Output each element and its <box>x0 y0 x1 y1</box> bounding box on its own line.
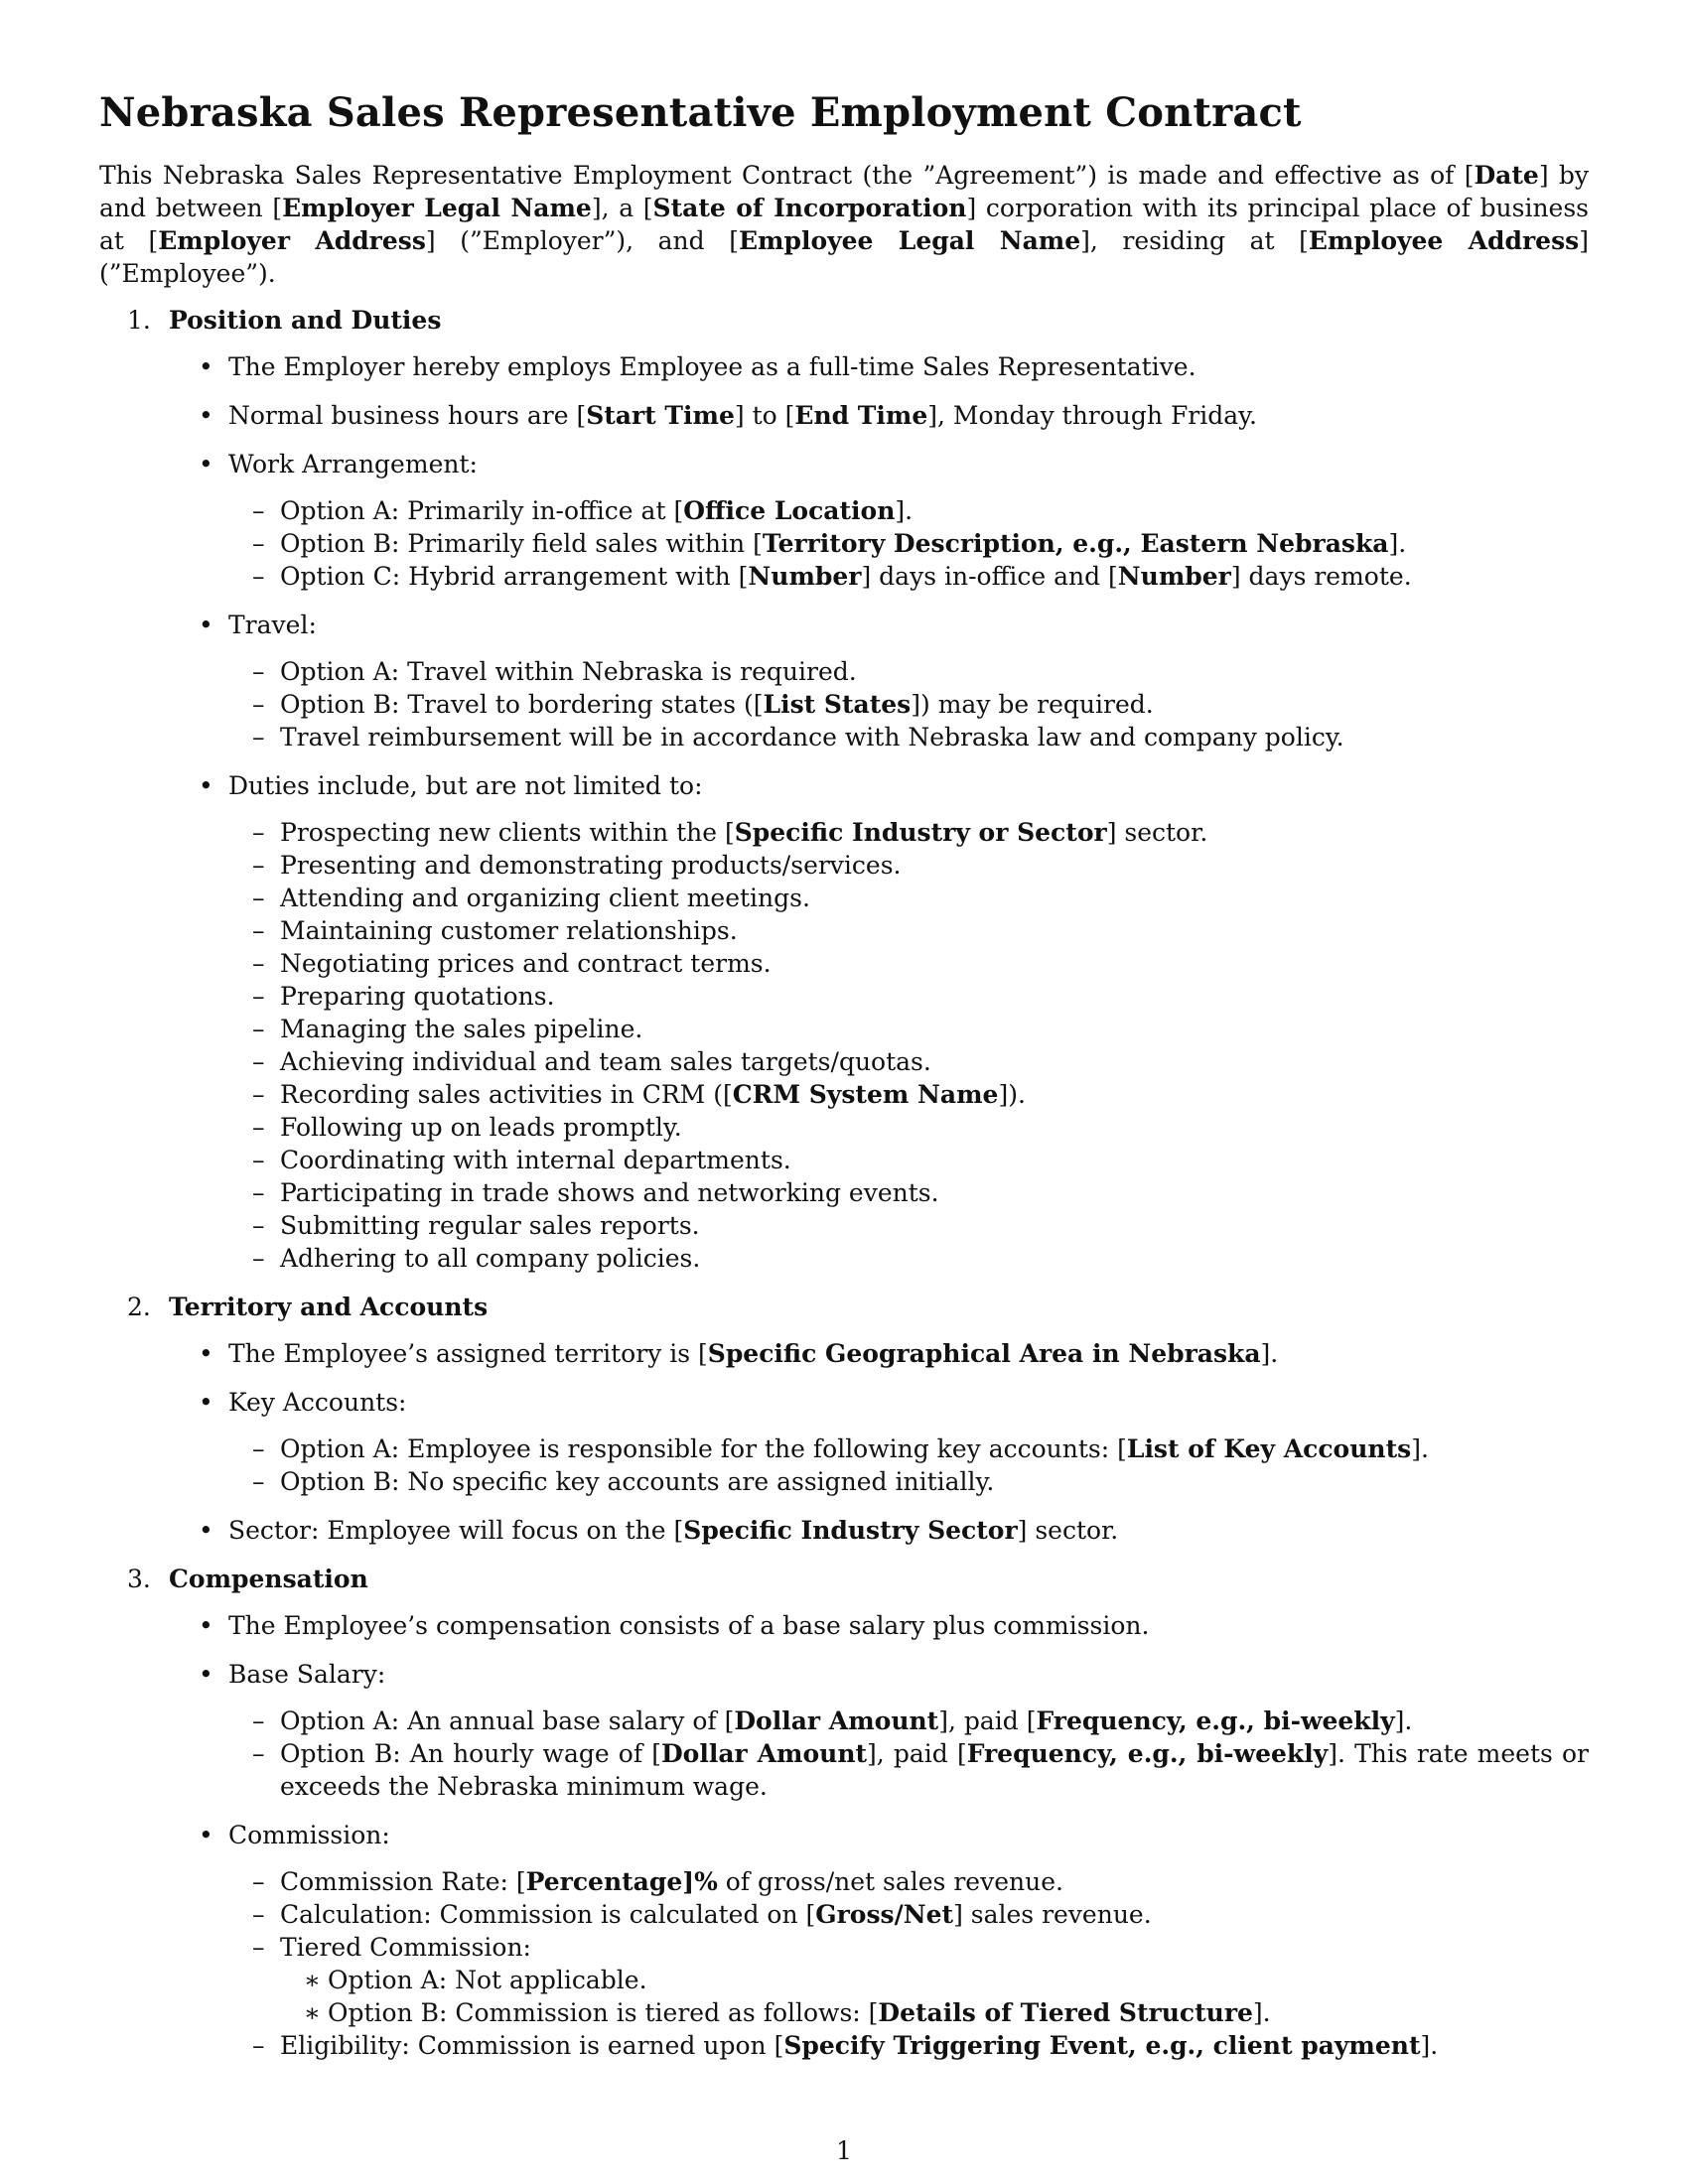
section-heading: 3. Compensation <box>127 1565 368 1593</box>
list-item: – Travel reimbursement will be in accordance with Nebraska law and company policy. <box>228 721 1589 753</box>
placeholder-employee-address: Employee Address <box>1308 226 1580 255</box>
list-item: • Sector: Employee will focus on the [Specific Industry Sector] sector. <box>99 1514 1589 1547</box>
sub-list <box>228 816 1589 1275</box>
page-number: 1 <box>836 2136 852 2165</box>
document-title: Nebraska Sales Representative Employment Contract <box>99 89 1302 136</box>
list-item: ∗ Option B: Commission is tiered as follows: [Details of Tiered Structure]. <box>280 1996 1589 2029</box>
list-item: – Participating in trade shows and networking events. <box>228 1176 1589 1209</box>
list-item: – Option B: Primarily field sales within [Territory Description, e.g., Eastern Nebraska]. <box>228 527 1589 560</box>
list-item: – Preparing quotations. <box>228 980 1589 1013</box>
bullet-list <box>99 1337 1589 1547</box>
sub-sub-list <box>280 1964 1589 2029</box>
list-item: • Key Accounts: – Option A: Employee is responsible for the following key accounts: [List of Key Accounts]. – Option B: No specific key accounts are assigned initially. <box>99 1386 1589 1498</box>
section-territory-accounts <box>99 1291 1589 1547</box>
placeholder-employer-name: Employer Legal Name <box>282 194 592 222</box>
section-position-duties <box>99 304 1589 1275</box>
list-item: – Eligibility: Commission is earned upon [Specify Triggering Event, e.g., client payment]. <box>228 2029 1589 2062</box>
list-item: – Option C: Hybrid arrangement with [Number] days in-office and [Number] days remote. <box>228 560 1589 593</box>
list-item: – Attending and organizing client meetings. <box>228 882 1589 914</box>
list-item: – Option B: An hourly wage of [Dollar Amount], paid [Frequency, e.g., bi-weekly]. This rate meets or exceeds the Nebraska minimum wage. <box>228 1737 1589 1803</box>
list-item: – Option B: Travel to bordering states ([List States]) may be required. <box>228 688 1589 721</box>
list-item: • Commission: – Commission Rate: [Percentage]% of gross/net sales revenue. – Calculation: Commission is calculated on [Gross/Net] sales revenue. – Tiered Commission: ∗ Option A: Not applicable. ∗ Option B: Commission is tiered as follows: [Details of Tiered Structure]. – Eligibility: Commission is earned upon [Specify Triggering Event, e.g., client payment]. <box>99 1819 1589 2062</box>
list-item: – Recording sales activities in CRM ([CRM System Name]). <box>228 1078 1589 1111</box>
list-item: – Negotiating prices and contract terms. <box>228 947 1589 980</box>
list-item: • Work Arrangement: – Option A: Primarily in-office at [Office Location]. – Option B: Primarily field sales within [Territory Description, e.g., Eastern Nebraska]. – Option C: Hybrid arrangement with [Number] days in-office and [Number] days remote. <box>99 448 1589 593</box>
list-item: • The Employer hereby employs Employee as a full-time Sales Representative. <box>99 350 1589 383</box>
list-item: – Prospecting new clients within the [Specific Industry or Sector] sector. <box>228 816 1589 849</box>
list-item: • Duties include, but are not limited to: – Prospecting new clients within the [Specific Industry or Sector] sector. – Presenting and demonstrating products/services. – Attending and organizing client meetings. – Maintaining customer relationships. – Negotiating prices and contract terms. – Preparing quotations. – Managing the sales pipeline. – Achieving individual and team sales targets/quotas. – Recording sales activities in CRM ([CRM System Name]). – Following up on leads promptly. – Coordinating with internal departments. – Participating in trade shows and networking events. – Submitting regular sales reports. – Adhering to all company policies. <box>99 769 1589 1275</box>
list-item: – Option A: Employee is responsible for the following key accounts: [List of Key Accounts]. <box>228 1433 1589 1465</box>
list-item: – Tiered Commission: ∗ Option A: Not applicable. ∗ Option B: Commission is tiered as follows: [Details of Tiered Structure]. <box>228 1931 1589 2029</box>
list-item: – Option A: An annual base salary of [Dollar Amount], paid [Frequency, e.g., bi-weekly]. <box>228 1705 1589 1737</box>
section-compensation <box>99 1563 1589 2062</box>
sub-list <box>228 1433 1589 1498</box>
placeholder-state: State of Incorporation <box>652 194 967 222</box>
list-item: – Calculation: Commission is calculated on [Gross/Net] sales revenue. <box>228 1898 1589 1931</box>
list-item: • The Employee’s assigned territory is [Specific Geographical Area in Nebraska]. <box>99 1337 1589 1370</box>
sub-list <box>228 1705 1589 1803</box>
list-item: – Following up on leads promptly. <box>228 1111 1589 1144</box>
list-item: – Presenting and demonstrating products/services. <box>228 849 1589 882</box>
list-item: – Achieving individual and team sales targets/quotas. <box>228 1045 1589 1078</box>
placeholder-date: Date <box>1474 161 1539 190</box>
list-item: – Coordinating with internal departments. <box>228 1144 1589 1176</box>
bullet-list <box>99 350 1589 1275</box>
list-item: • The Employee’s compensation consists of a base salary plus commission. <box>99 1609 1589 1642</box>
sub-list <box>228 655 1589 753</box>
placeholder-employer-address: Employer Address <box>158 226 426 255</box>
section-heading: 2. Territory and Accounts <box>127 1293 489 1321</box>
intro-paragraph: This Nebraska Sales Representative Employment Contract (the ”Agreement”) is made and effective as of [Date] by and between [Employer Legal Name], a [State of Incorporation] corporation with its principal place of business at [Employer Address] (”Employer”), and [Employee Legal Name], residing at [Employee Address] (”Employee”). <box>99 161 1590 288</box>
list-item: • Base Salary: – Option A: An annual base salary of [Dollar Amount], paid [Frequency, e.g., bi-weekly]. – Option B: An hourly wage of [Dollar Amount], paid [Frequency, e.g., bi-weekly]. This rate meets or exceeds the Nebraska minimum wage. <box>99 1658 1589 1803</box>
list-item: – Option A: Primarily in-office at [Office Location]. <box>228 494 1589 527</box>
sub-list <box>228 1865 1589 2062</box>
list-item: ∗ Option A: Not applicable. <box>280 1964 1589 1996</box>
placeholder-employee-name: Employee Legal Name <box>738 226 1081 255</box>
section-heading: 1. Position and Duties <box>127 306 442 335</box>
list-item: • Travel: – Option A: Travel within Nebraska is required. – Option B: Travel to bordering states ([List States]) may be required. – Travel reimbursement will be in accordance with Nebraska law and company policy. <box>99 609 1589 753</box>
sub-list <box>228 494 1589 593</box>
list-item: – Maintaining customer relationships. <box>228 914 1589 947</box>
list-item: – Adhering to all company policies. <box>228 1242 1589 1275</box>
list-item: – Option A: Travel within Nebraska is required. <box>228 655 1589 688</box>
list-item: • Normal business hours are [Start Time] to [End Time], Monday through Friday. <box>99 399 1589 432</box>
list-item: – Managing the sales pipeline. <box>228 1013 1589 1045</box>
list-item: – Option B: No specific key accounts are assigned initially. <box>228 1465 1589 1498</box>
list-item: – Commission Rate: [Percentage]% of gross/net sales revenue. <box>228 1865 1589 1898</box>
list-item: – Submitting regular sales reports. <box>228 1209 1589 1242</box>
document-page <box>99 89 1589 2078</box>
bullet-list <box>99 1609 1589 2062</box>
